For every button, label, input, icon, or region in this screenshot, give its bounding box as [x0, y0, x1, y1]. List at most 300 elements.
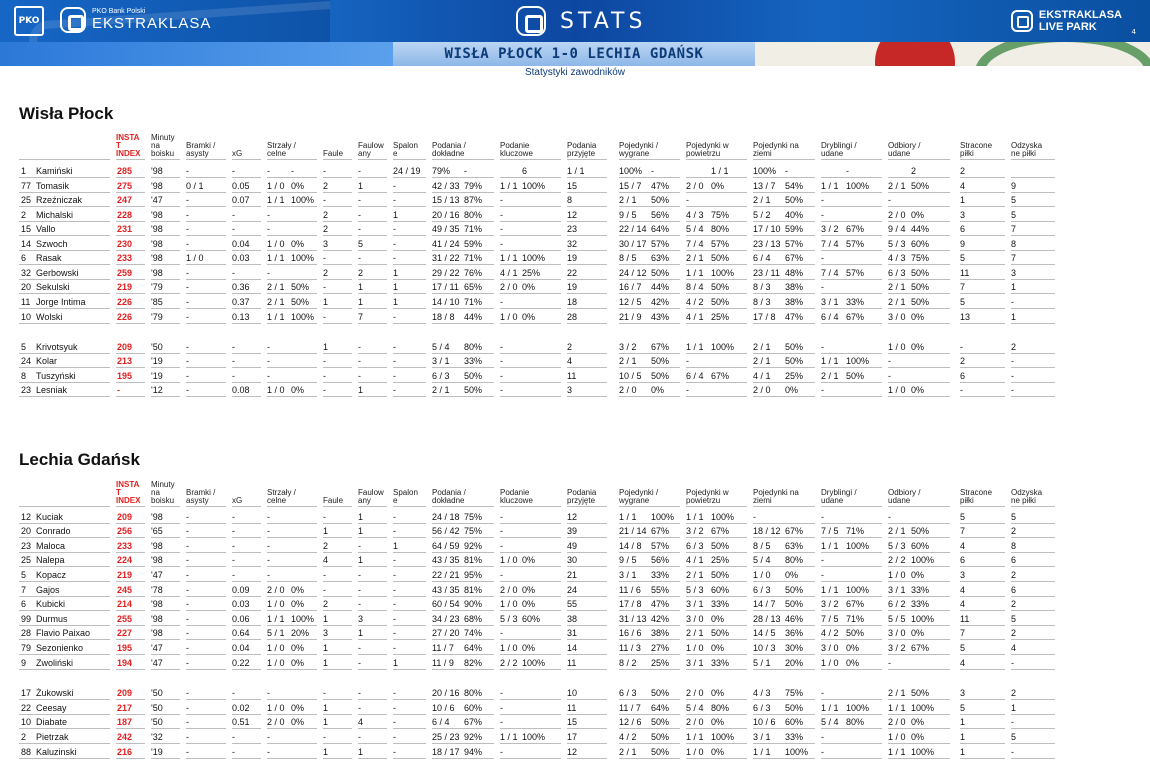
stat-cell: 92% — [464, 732, 483, 742]
stat-cell: 1 / 1 — [619, 512, 637, 522]
row-divider — [500, 279, 561, 280]
row-divider — [232, 523, 261, 524]
row-divider — [323, 221, 352, 222]
stat-cell: 1 / 1 — [267, 614, 285, 624]
column-header — [267, 142, 296, 158]
row-divider — [567, 221, 607, 222]
row-divider — [393, 177, 426, 178]
row-divider — [821, 235, 882, 236]
instat-index-value: 187 — [117, 717, 133, 727]
stat-cell: 0% — [711, 643, 725, 653]
stat-cell: 21 / 9 — [619, 312, 642, 322]
stat-cell: - — [323, 570, 326, 580]
header-divider — [888, 506, 950, 507]
row-divider — [358, 177, 387, 178]
stat-cell: 1 / 1 — [821, 541, 839, 551]
stat-cell: - — [821, 195, 824, 205]
row-divider — [888, 250, 950, 251]
stat-cell: 6 / 3 — [753, 703, 771, 713]
stat-cell: 1 / 0 — [267, 385, 285, 395]
stat-cell: 5 / 5 — [888, 614, 906, 624]
stat-cell: 80% — [464, 688, 483, 698]
row-divider — [267, 625, 317, 626]
row-divider — [500, 758, 561, 759]
stat-cell: 10 / 6 — [753, 717, 776, 727]
stat-cell: - — [393, 181, 396, 191]
row-divider — [116, 293, 145, 294]
row-divider — [393, 396, 426, 397]
instat-index-value: 219 — [117, 570, 133, 580]
stat-cell: 2 — [358, 268, 364, 278]
row-divider — [323, 728, 352, 729]
row-divider — [960, 323, 1005, 324]
stat-cell: - — [500, 385, 503, 395]
row-divider — [358, 323, 387, 324]
column-header-line: Podania / — [432, 488, 466, 497]
stat-cell: 0 / 1 — [186, 181, 204, 191]
row-divider — [19, 581, 110, 582]
stat-cell: - — [358, 210, 361, 220]
stat-cell: 90% — [464, 599, 483, 609]
row-divider — [686, 279, 747, 280]
row-divider — [232, 699, 261, 700]
header-divider — [888, 159, 950, 160]
row-divider — [232, 382, 261, 383]
row-divider — [19, 221, 110, 222]
stat-cell: 68% — [464, 614, 483, 624]
stat-cell: 1 — [1011, 282, 1017, 292]
row-divider — [151, 728, 180, 729]
row-divider — [358, 279, 387, 280]
row-divider — [686, 654, 747, 655]
stat-cell: 8 / 5 — [619, 253, 637, 263]
stat-cell: - — [323, 385, 326, 395]
player-name: Kamiński — [36, 166, 73, 176]
row-divider — [232, 758, 261, 759]
stat-cell: 0% — [522, 599, 536, 609]
header-divider — [432, 506, 494, 507]
stat-cell: - — [358, 253, 361, 263]
column-header — [619, 489, 658, 505]
stat-cell: 6 / 3 — [432, 371, 450, 381]
row-divider — [323, 308, 352, 309]
row-divider — [619, 221, 680, 222]
row-divider — [358, 758, 387, 759]
row-divider — [116, 206, 145, 207]
row-divider — [393, 654, 426, 655]
row-divider — [358, 714, 387, 715]
player-name: Kolar — [36, 356, 58, 366]
column-header-line: Odbiory / — [888, 141, 921, 150]
column-header-line: any — [358, 149, 371, 158]
row-divider — [960, 235, 1005, 236]
stat-cell: - — [393, 195, 396, 205]
stat-cell: '79 — [151, 312, 163, 322]
stat-cell: 2 / 0 — [267, 717, 285, 727]
stat-cell: - — [888, 512, 891, 522]
stat-cell: 64% — [464, 643, 483, 653]
stat-cell: - — [500, 297, 503, 307]
stat-cell: 14 / 7 — [753, 599, 776, 609]
column-header-line: piłki — [960, 496, 974, 505]
column-header-line: przyjęte — [567, 149, 596, 158]
row-divider — [500, 293, 561, 294]
match-title: WISŁA PŁOCK 1-0 LECHIA GDAŃSK — [444, 46, 704, 62]
row-divider — [151, 552, 180, 553]
row-divider — [686, 206, 747, 207]
stat-cell: 42% — [651, 614, 670, 624]
stat-cell: 1 — [323, 717, 329, 727]
row-divider — [19, 537, 110, 538]
row-divider — [619, 654, 680, 655]
stat-cell: 27% — [651, 643, 670, 653]
stat-cell: 33% — [911, 585, 930, 595]
row-divider — [686, 396, 747, 397]
instat-index-value: 233 — [117, 541, 133, 551]
row-divider — [686, 699, 747, 700]
row-divider — [116, 523, 145, 524]
row-divider — [393, 699, 426, 700]
stat-cell: 12 / 5 — [619, 297, 642, 307]
stat-cell: 67% — [911, 643, 930, 653]
stat-cell: 43% — [651, 312, 670, 322]
stat-cell: 0% — [911, 570, 925, 580]
stat-cell: 8 / 4 — [686, 282, 704, 292]
stat-cell: 100% — [651, 512, 675, 522]
stat-cell: 0% — [711, 181, 725, 191]
column-header-line: wygrane — [619, 496, 650, 505]
stat-cell: 9 / 5 — [619, 210, 637, 220]
stat-cell: 1 / 0 — [500, 599, 518, 609]
stat-cell: 3 / 0 — [888, 312, 906, 322]
column-header-line: Strzały / — [267, 141, 296, 150]
stat-cell: 19 — [567, 253, 578, 263]
row-divider — [186, 353, 226, 354]
stat-cell: 25 / 23 — [432, 732, 460, 742]
instat-index-value: 255 — [117, 614, 133, 624]
stat-cell: 2 / 1 — [888, 526, 906, 536]
stat-cell: 22 — [567, 268, 578, 278]
row-divider — [323, 523, 352, 524]
stat-cell: - — [232, 526, 235, 536]
row-divider — [821, 699, 882, 700]
row-divider — [500, 743, 561, 744]
stat-cell: 33% — [651, 570, 670, 580]
row-divider — [888, 596, 950, 597]
row-divider — [432, 537, 494, 538]
stat-cell: 2 / 0 — [619, 385, 637, 395]
column-header-line: Faulow — [358, 488, 384, 497]
row-divider — [393, 639, 426, 640]
stat-cell: - — [186, 297, 189, 307]
stat-cell: - — [393, 512, 396, 522]
stat-cell: - — [500, 747, 503, 757]
stat-cell: 0.02 — [232, 703, 250, 713]
header-divider — [1011, 506, 1055, 507]
stat-cell: - — [267, 224, 270, 234]
stat-cell: 28 — [567, 312, 578, 322]
stat-cell: 76% — [464, 268, 483, 278]
stat-cell: - — [186, 195, 189, 205]
row-divider — [116, 625, 145, 626]
row-divider — [151, 596, 180, 597]
player-number: 28 — [21, 628, 32, 638]
column-header-line: celne — [267, 496, 287, 505]
stat-cell: - — [358, 342, 361, 352]
stat-cell: 100% — [753, 166, 777, 176]
stat-cell: 7 / 5 — [821, 526, 839, 536]
stat-cell: 55% — [651, 585, 670, 595]
column-header-line: boisku — [151, 149, 175, 158]
row-divider — [393, 206, 426, 207]
live-park-logo — [1011, 9, 1122, 33]
player-number: 77 — [21, 181, 32, 191]
stat-cell: 16 / 7 — [619, 282, 642, 292]
row-divider — [267, 699, 317, 700]
row-divider — [19, 235, 110, 236]
stat-cell: 100% — [846, 541, 870, 551]
row-divider — [358, 743, 387, 744]
page-subtitle: Statystyki zawodników — [524, 67, 626, 78]
row-divider — [619, 177, 680, 178]
stat-cell: 63% — [785, 541, 804, 551]
row-divider — [960, 264, 1005, 265]
row-divider — [358, 610, 387, 611]
header-divider — [186, 159, 226, 160]
stat-cell: '50 — [151, 717, 163, 727]
row-divider — [267, 537, 317, 538]
row-divider — [232, 177, 261, 178]
stat-cell: 50% — [846, 628, 865, 638]
stat-cell: 50% — [711, 570, 730, 580]
stat-cell: '47 — [151, 570, 163, 580]
row-divider — [232, 279, 261, 280]
stat-cell: 65% — [464, 282, 483, 292]
row-divider — [323, 396, 352, 397]
stat-cell: 95% — [464, 570, 483, 580]
row-divider — [686, 714, 747, 715]
row-divider — [1011, 523, 1055, 524]
stat-cell: 38% — [785, 282, 804, 292]
stat-cell: 15 — [567, 181, 578, 191]
row-divider — [567, 293, 607, 294]
stat-cell: 100% — [911, 747, 935, 757]
stat-cell: 6 / 3 — [686, 541, 704, 551]
row-divider — [821, 177, 882, 178]
row-divider — [432, 353, 494, 354]
stat-cell: 60% — [911, 239, 930, 249]
row-divider — [619, 323, 680, 324]
row-divider — [432, 714, 494, 715]
row-divider — [186, 581, 226, 582]
stat-cell: 100% — [711, 268, 735, 278]
stat-cell: - — [291, 166, 294, 176]
stat-cell: 1 / 0 — [686, 643, 704, 653]
stat-cell: 0.64 — [232, 628, 250, 638]
row-divider — [821, 396, 882, 397]
row-divider — [753, 537, 815, 538]
stat-cell: - — [267, 166, 270, 176]
stat-cell: - — [1011, 297, 1014, 307]
column-header-line: ne piłki — [1011, 496, 1036, 505]
stat-cell: - — [393, 356, 396, 366]
player-name: Żukowski — [36, 688, 74, 698]
row-divider — [567, 308, 607, 309]
stat-cell: - — [232, 747, 235, 757]
stat-cell: 2 — [960, 166, 966, 176]
stat-cell: - — [821, 385, 824, 395]
row-divider — [116, 596, 145, 597]
row-divider — [821, 382, 882, 383]
stat-cell: 71% — [464, 297, 483, 307]
stat-cell: 1 — [393, 658, 399, 668]
header-divider — [686, 159, 747, 160]
row-divider — [888, 235, 950, 236]
stat-cell: 1 — [358, 512, 364, 522]
row-divider — [232, 221, 261, 222]
stat-cell: 11 / 7 — [432, 643, 454, 653]
column-header-line: Odbiory / — [888, 488, 921, 497]
stat-cell: 18 — [567, 297, 578, 307]
player-number: 1 — [21, 166, 27, 176]
row-divider — [358, 654, 387, 655]
stat-cell: 92% — [464, 541, 483, 551]
stat-cell: 13 — [960, 312, 971, 322]
player-number: 5 — [21, 342, 27, 352]
column-header-line: INDEX — [116, 149, 141, 158]
stat-cell: - — [186, 628, 189, 638]
column-header-line: powietrzu — [686, 149, 721, 158]
stat-cell: 3 / 1 — [686, 658, 704, 668]
row-divider — [1011, 382, 1055, 383]
row-divider — [500, 367, 561, 368]
stat-cell: - — [186, 732, 189, 742]
stat-cell: 5 / 3 — [888, 239, 906, 249]
stat-cell: 2 — [1011, 628, 1017, 638]
row-divider — [753, 382, 815, 383]
stat-cell: 29 / 22 — [432, 268, 460, 278]
stat-cell: - — [186, 371, 189, 381]
stat-cell: - — [1011, 717, 1014, 727]
row-divider — [960, 382, 1005, 383]
row-divider — [432, 250, 494, 251]
row-divider — [186, 654, 226, 655]
stat-cell: - — [821, 555, 824, 565]
stat-cell: 31 / 13 — [619, 614, 647, 624]
stat-cell: - — [232, 224, 235, 234]
stat-cell: 25% — [711, 312, 730, 322]
stat-cell: 100% — [291, 312, 315, 322]
stat-cell: 17 / 8 — [619, 599, 642, 609]
column-header-line: Bramki / — [186, 141, 216, 150]
stat-cell: 0% — [911, 717, 925, 727]
column-header — [821, 142, 857, 158]
row-divider — [232, 293, 261, 294]
stat-cell: 0% — [522, 282, 536, 292]
row-divider — [960, 654, 1005, 655]
stat-cell: 54% — [785, 181, 804, 191]
instat-index-value: 228 — [117, 210, 133, 220]
row-divider — [267, 669, 317, 670]
row-divider — [753, 552, 815, 553]
stat-cell: 6 / 3 — [888, 268, 906, 278]
stat-cell: - — [186, 224, 189, 234]
row-divider — [686, 581, 747, 582]
stat-cell: - — [232, 555, 235, 565]
row-divider — [186, 714, 226, 715]
header-divider — [232, 159, 261, 160]
stat-cell: 0.13 — [232, 312, 250, 322]
stat-cell: 4 — [358, 717, 364, 727]
row-divider — [358, 596, 387, 597]
row-divider — [116, 610, 145, 611]
stat-cell: 0.04 — [232, 239, 250, 249]
player-name: Lesniak — [36, 385, 68, 395]
stat-cell: 2 / 1 — [821, 371, 839, 381]
row-divider — [393, 382, 426, 383]
row-divider — [1011, 192, 1055, 193]
stat-cell: 44% — [651, 282, 670, 292]
row-divider — [19, 353, 110, 354]
instat-index-value: 226 — [117, 312, 133, 322]
stat-cell: '98 — [151, 599, 163, 609]
stat-cell: - — [500, 224, 503, 234]
stat-cell: 2 / 0 — [500, 585, 518, 595]
row-divider — [619, 639, 680, 640]
row-divider — [116, 250, 145, 251]
stat-cell: 0% — [291, 717, 305, 727]
stat-cell: - — [358, 570, 361, 580]
stat-cell: 28 / 13 — [753, 614, 781, 624]
player-name: Pietrzak — [36, 732, 69, 742]
row-divider — [323, 654, 352, 655]
column-header-line: asysty — [186, 149, 209, 158]
row-divider — [567, 758, 607, 759]
row-divider — [19, 264, 110, 265]
stat-cell: 50% — [785, 342, 804, 352]
stat-cell: 67% — [464, 717, 483, 727]
stat-cell: 5 / 4 — [753, 555, 771, 565]
row-divider — [186, 743, 226, 744]
stat-cell: 7 — [1011, 253, 1017, 263]
header-divider — [619, 159, 680, 160]
player-number: 88 — [21, 747, 32, 757]
stat-cell: - — [267, 512, 270, 522]
row-divider — [567, 654, 607, 655]
stat-cell: 2 / 1 — [267, 282, 285, 292]
row-divider — [1011, 264, 1055, 265]
row-divider — [753, 206, 815, 207]
stat-cell: 2 — [323, 268, 329, 278]
row-divider — [116, 221, 145, 222]
stat-cell: - — [358, 658, 361, 668]
stat-cell: 57% — [846, 268, 865, 278]
stat-cell: 6 / 3 — [753, 585, 771, 595]
stat-cell: 11 — [567, 703, 577, 713]
stat-cell: 47% — [651, 181, 670, 191]
row-divider — [432, 308, 494, 309]
stat-cell: 82% — [464, 658, 483, 668]
column-header-line: Stracone — [960, 488, 993, 497]
stat-cell: 74% — [464, 628, 483, 638]
instat-index-value: 195 — [117, 371, 133, 381]
row-divider — [432, 523, 494, 524]
stat-cell: 5 — [1011, 210, 1017, 220]
row-divider — [567, 382, 607, 383]
stat-cell: - — [500, 356, 503, 366]
stat-cell: 0% — [291, 181, 305, 191]
stat-cell: 100% — [846, 356, 870, 366]
